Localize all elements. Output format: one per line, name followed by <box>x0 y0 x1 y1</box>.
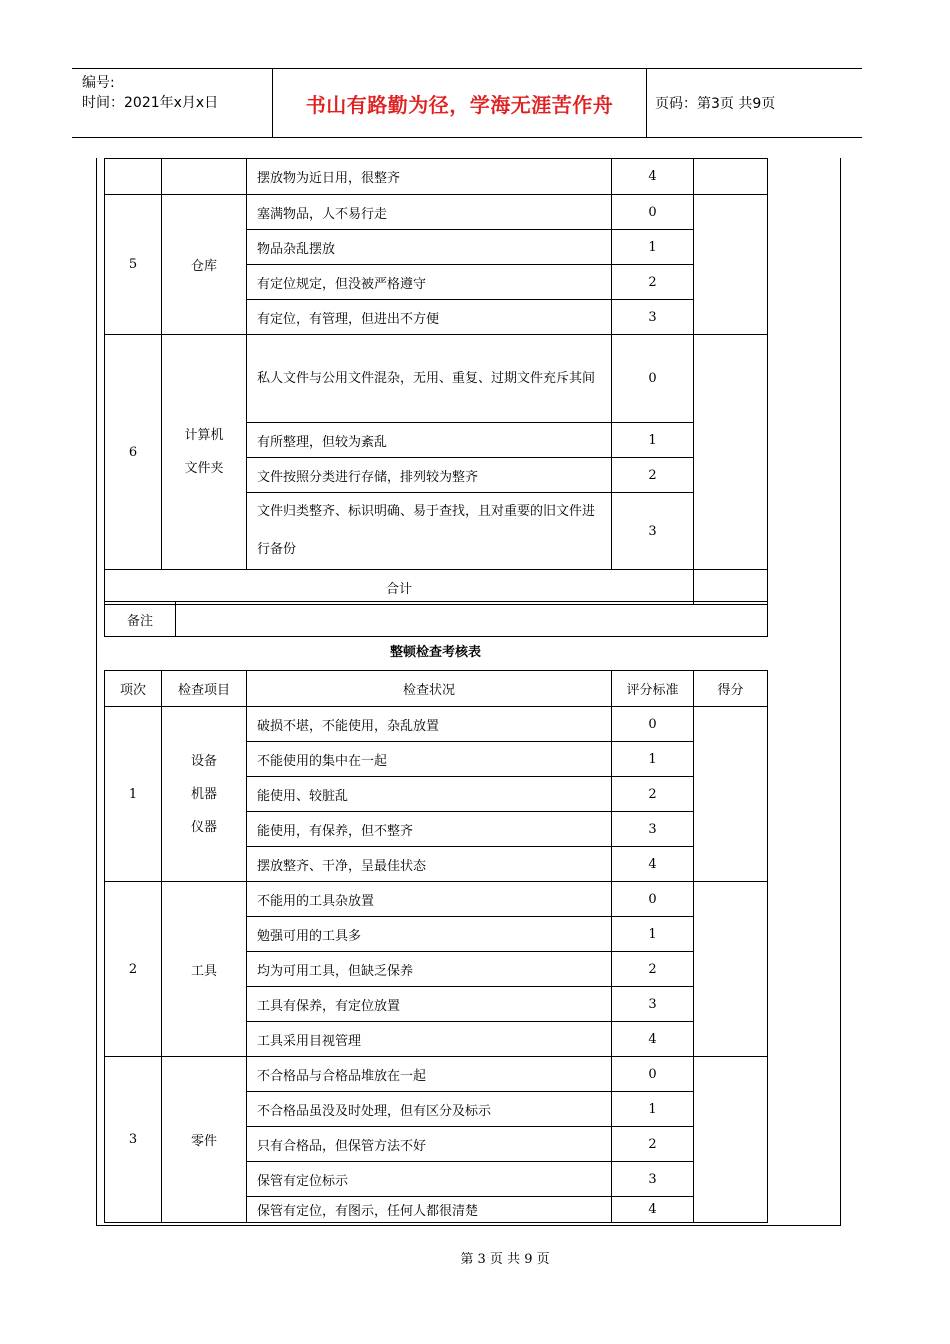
status-cell: 保管有定位，有图示，任何人都很清楚 <box>247 1197 612 1223</box>
status-cell: 破损不堪，不能使用，杂乱放置 <box>247 707 612 742</box>
page-header <box>72 68 862 138</box>
status-cell: 塞满物品，人不易行走 <box>247 195 612 230</box>
standard-cell: 3 <box>612 493 694 570</box>
item-number: 1 <box>105 707 162 882</box>
standard-cell: 3 <box>612 1162 694 1197</box>
status-cell: 能使用、较脏乱 <box>247 777 612 812</box>
check-item-line: 仪器 <box>190 819 217 835</box>
standard-cell: 2 <box>612 777 694 812</box>
check-item: 零件 <box>162 1057 247 1223</box>
inspection-table-continued <box>104 158 768 605</box>
header-motto: 书山有路勤为径，学海无涯苦作舟 <box>273 69 647 137</box>
page-footer: 第 3 页 共 9 页 <box>460 1252 550 1267</box>
status-cell: 勉强可用的工具多 <box>247 917 612 952</box>
header-item: 检查项目 <box>162 671 247 707</box>
header-score: 得分 <box>694 671 768 707</box>
remark-cell <box>176 602 768 637</box>
standard-cell: 2 <box>612 952 694 987</box>
status-cell: 工具有保养，有定位放置 <box>247 987 612 1022</box>
check-item-line: 文件夹 <box>184 461 224 476</box>
standard-cell: 1 <box>612 742 694 777</box>
table-title: 整顿检查考核表 <box>389 645 481 660</box>
status-cell: 有定位，有管理，但进出不方便 <box>247 300 612 335</box>
score-cell <box>694 882 768 1057</box>
check-item <box>162 707 247 882</box>
time-label: 时间：2021年x月x日 <box>82 95 219 111</box>
check-item: 工具 <box>162 882 247 1057</box>
check-item-line: 计算机 <box>184 428 224 443</box>
standard-cell: 4 <box>612 847 694 882</box>
score-cell <box>694 707 768 882</box>
status-cell: 物品杂乱摆放 <box>247 230 612 265</box>
score-cell <box>694 335 768 570</box>
status-cell: 均为可用工具，但缺乏保养 <box>247 952 612 987</box>
total-score-cell <box>694 570 768 605</box>
status-cell: 工具采用目视管理 <box>247 1022 612 1057</box>
number-label: 编号: <box>82 75 115 91</box>
check-item: 仓库 <box>162 195 247 335</box>
status-cell: 私人文件与公用文件混杂，无用、重复、过期文件充斥其间 <box>247 335 612 423</box>
header-standard: 评分标准 <box>612 671 694 707</box>
standard-cell: 1 <box>612 423 694 458</box>
header-status: 检查状况 <box>247 671 612 707</box>
standard-cell: 3 <box>612 812 694 847</box>
status-cell: 摆放物为近日用，很整齐 <box>247 159 612 195</box>
table-row <box>105 195 768 230</box>
score-cell <box>694 1057 768 1223</box>
status-cell: 保管有定位标示 <box>247 1162 612 1197</box>
table-row <box>105 1057 768 1092</box>
total-row <box>105 570 768 605</box>
header-no: 项次 <box>105 671 162 707</box>
standard-cell: 4 <box>612 1022 694 1057</box>
table-row <box>105 882 768 917</box>
remark-row <box>105 602 768 637</box>
standard-cell: 4 <box>612 159 694 195</box>
check-item-line: 设备 <box>190 753 217 769</box>
item-number: 5 <box>105 195 162 335</box>
standard-cell: 0 <box>612 335 694 423</box>
standard-cell: 2 <box>612 1127 694 1162</box>
item-number: 2 <box>105 882 162 1057</box>
status-cell: 文件归类整齐、标识明确、易于查找，且对重要的旧文件进行备份 <box>247 493 612 570</box>
standard-cell: 1 <box>612 230 694 265</box>
check-item <box>162 335 247 570</box>
status-cell: 不能使用的集中在一起 <box>247 742 612 777</box>
standard-cell: 3 <box>612 300 694 335</box>
table-row <box>105 707 768 742</box>
status-cell: 有所整理，但较为紊乱 <box>247 423 612 458</box>
status-cell: 不合格品虽没及时处理，但有区分及标示 <box>247 1092 612 1127</box>
remark-label: 备注 <box>105 602 176 637</box>
status-cell: 能使用，有保养，但不整齐 <box>247 812 612 847</box>
header-row <box>105 671 768 707</box>
item-number: 3 <box>105 1057 162 1223</box>
standard-cell: 3 <box>612 987 694 1022</box>
header-page-label: 页码：第3页 共9页 <box>655 96 776 112</box>
standard-cell: 0 <box>612 707 694 742</box>
status-cell: 有定位规定，但没被严格遵守 <box>247 265 612 300</box>
check-item-line: 机器 <box>190 786 217 802</box>
score-cell <box>694 195 768 335</box>
standard-cell: 1 <box>612 917 694 952</box>
standard-cell: 2 <box>612 458 694 493</box>
score-cell <box>694 159 768 195</box>
remark-table <box>104 601 768 637</box>
standard-cell: 0 <box>612 882 694 917</box>
table-row <box>105 335 768 423</box>
status-cell: 不能用的工具杂放置 <box>247 882 612 917</box>
standard-cell: 0 <box>612 195 694 230</box>
rectification-inspection-table <box>104 670 768 1223</box>
status-cell: 文件按照分类进行存储，排列较为整齐 <box>247 458 612 493</box>
standard-cell: 1 <box>612 1092 694 1127</box>
standard-cell: 4 <box>612 1197 694 1223</box>
total-label: 合计 <box>105 570 694 605</box>
status-cell: 只有合格品，但保管方法不好 <box>247 1127 612 1162</box>
table-row <box>105 159 768 195</box>
status-cell: 不合格品与合格品堆放在一起 <box>247 1057 612 1092</box>
standard-cell: 0 <box>612 1057 694 1092</box>
standard-cell: 2 <box>612 265 694 300</box>
header-meta <box>72 69 273 137</box>
item-number: 6 <box>105 335 162 570</box>
status-cell: 摆放整齐、干净，呈最佳状态 <box>247 847 612 882</box>
